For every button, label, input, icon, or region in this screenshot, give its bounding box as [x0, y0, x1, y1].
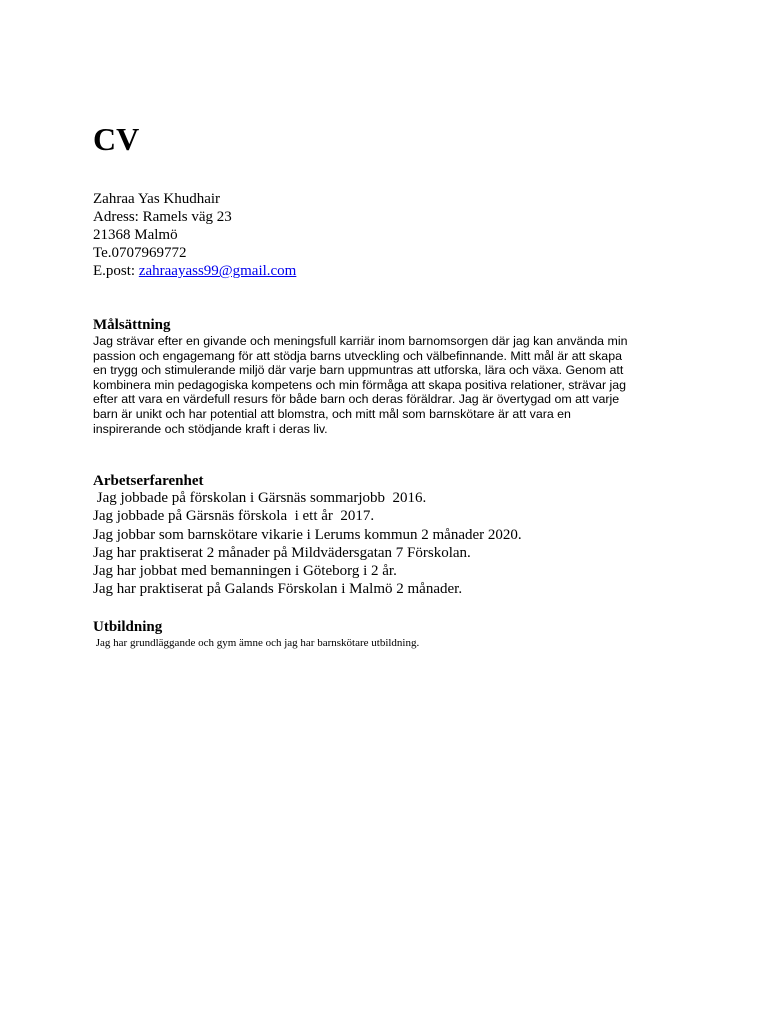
- contact-block: [93, 190, 296, 280]
- contact-address: Adress: Ramels väg 23: [93, 209, 232, 225]
- work-item: Jag jobbade på Gärsnäs förskola i ett år 2017.: [93, 508, 375, 525]
- contact-phone: Te.0707969772: [93, 245, 187, 261]
- goal-heading: Målsättning: [93, 317, 171, 333]
- email-label: E.post:: [93, 263, 139, 279]
- work-list: [93, 489, 522, 599]
- education-text: Jag har grundläggande och gym ämne och jag har barnskötare utbildning.: [93, 637, 420, 649]
- page-title: CV: [93, 121, 140, 157]
- contact-name: Zahraa Yas Khudhair: [93, 191, 221, 207]
- work-item: Jag jobbar som barnskötare vikarie i Lerums kommun 2 månader 2020.: [93, 526, 522, 543]
- work-item: Jag har praktiserat på Galands Förskolan i Malmö 2 månader.: [93, 581, 463, 598]
- email-link[interactable]: zahraayass99@gmail.com: [138, 263, 297, 279]
- work-item: Jag har praktiserat 2 månader på Mildvädersgatan 7 Förskolan.: [93, 544, 471, 561]
- contact-postal: 21368 Malmö: [93, 227, 178, 243]
- work-item: Jag jobbade på förskolan i Gärsnäs sommarjobb 2016.: [93, 490, 427, 506]
- contact-email-row: [93, 262, 296, 280]
- work-heading: Arbetserfarenhet: [93, 473, 204, 489]
- education-heading: Utbildning: [93, 619, 163, 635]
- goal-paragraph: Jag strävar efter en givande och meningsfull karriär inom barnomsorgen där jag kan använda min passion och engagemang för att stödja barns utveckling och välbefinnande. Mitt mål är att skapa en trygg och stimulerande miljö där varje barn uppmuntras att utforska, lära och växa. Genom att kombinera min pedagogiska kompetens och min förmåga att skapa positiva relationer, strävar jag efter att vara en värdefull resurs för både barn och deras föräldrar. Jag är övertygad om att varje barn är unikt och har potential att blomstra, och mitt mål som barnskötare är att vara en inspirerande och stödjande kraft i deras liv.: [93, 334, 628, 436]
- work-item: Jag har jobbat med bemanningen i Göteborg i 2 år.: [93, 563, 397, 580]
